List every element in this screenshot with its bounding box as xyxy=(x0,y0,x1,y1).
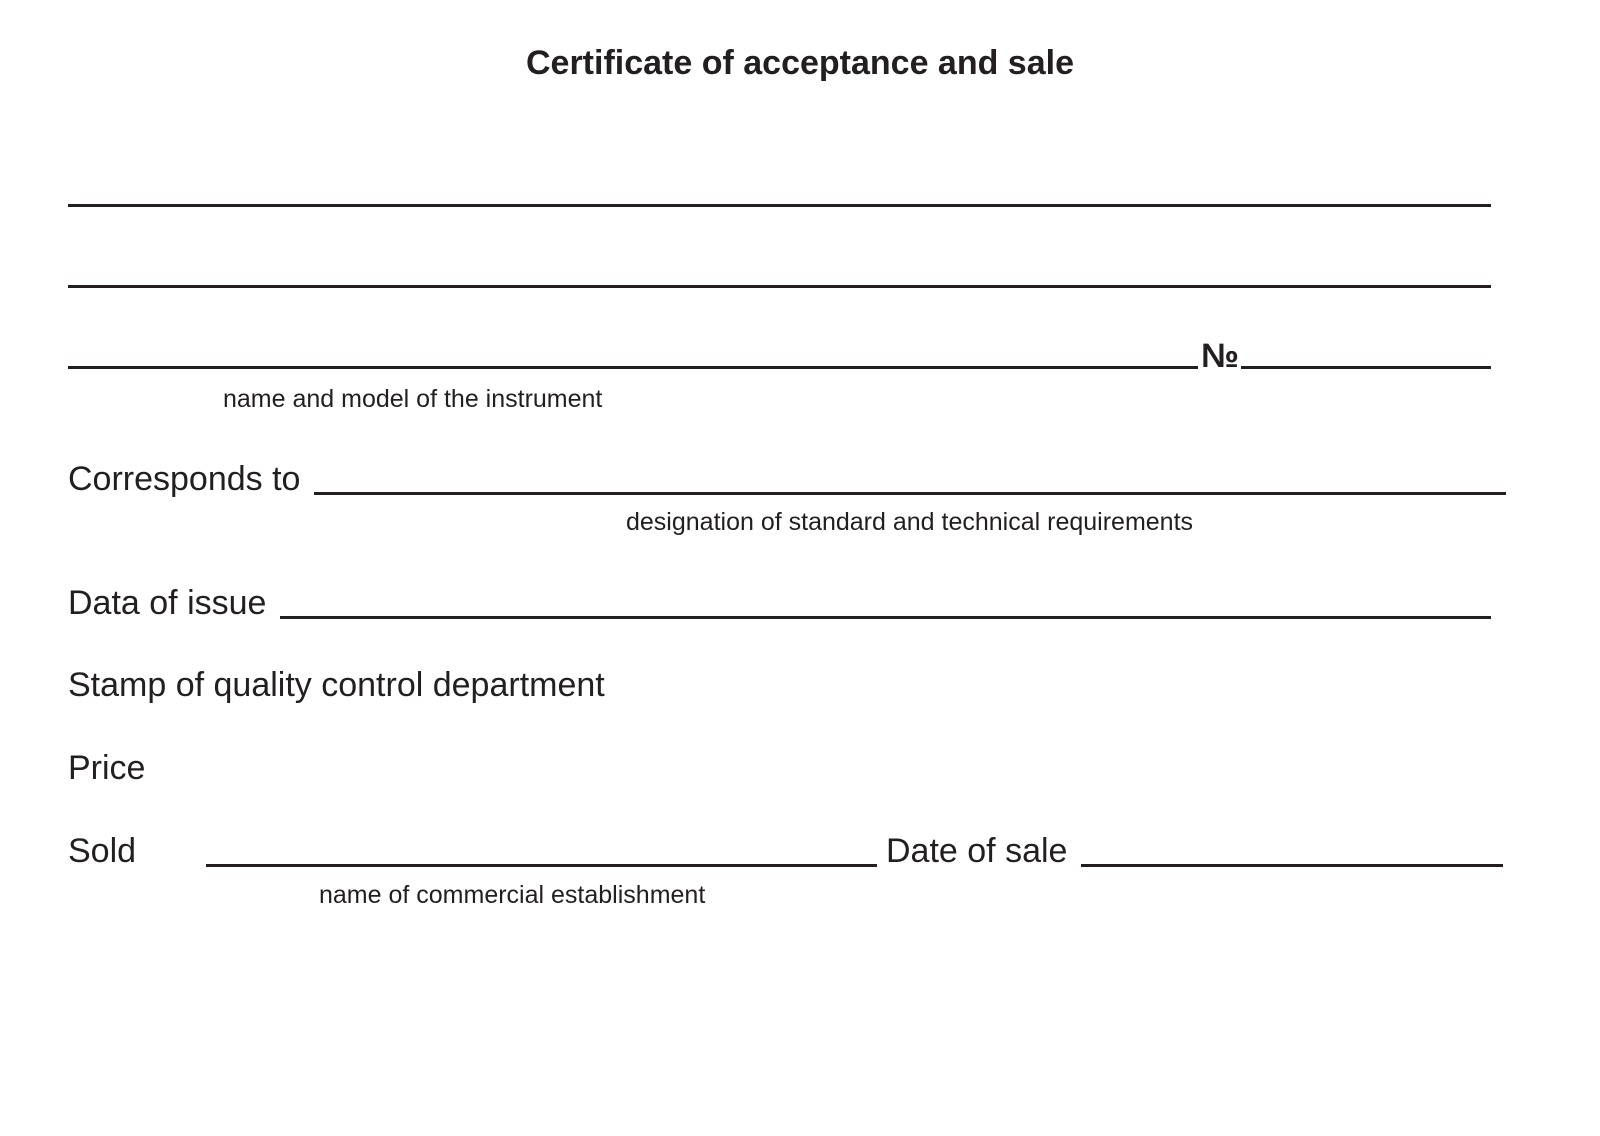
issue-date-line[interactable] xyxy=(280,616,1491,619)
number-sign: № xyxy=(1201,337,1239,375)
price-label: Price xyxy=(68,749,146,787)
date-of-sale-label: Date of sale xyxy=(886,832,1068,870)
instrument-caption: name and model of the instrument xyxy=(223,385,603,413)
establishment-caption: name of commercial establishment xyxy=(319,881,706,909)
establishment-line[interactable] xyxy=(206,864,877,867)
issue-label: Data of issue xyxy=(68,584,267,622)
instrument-line-3[interactable] xyxy=(68,366,1198,369)
corresponds-caption: designation of standard and technical requirements xyxy=(626,508,1194,536)
corresponds-line[interactable] xyxy=(314,492,1506,495)
document-title: Certificate of acceptance and sale xyxy=(525,44,1074,82)
serial-number-line[interactable] xyxy=(1241,366,1491,369)
corresponds-label: Corresponds to xyxy=(68,460,301,498)
sale-date-line[interactable] xyxy=(1081,864,1503,867)
instrument-line-1[interactable] xyxy=(68,204,1491,207)
instrument-line-2[interactable] xyxy=(68,285,1491,288)
sold-label: Sold xyxy=(68,832,137,870)
stamp-label: Stamp of quality control department xyxy=(68,666,605,704)
